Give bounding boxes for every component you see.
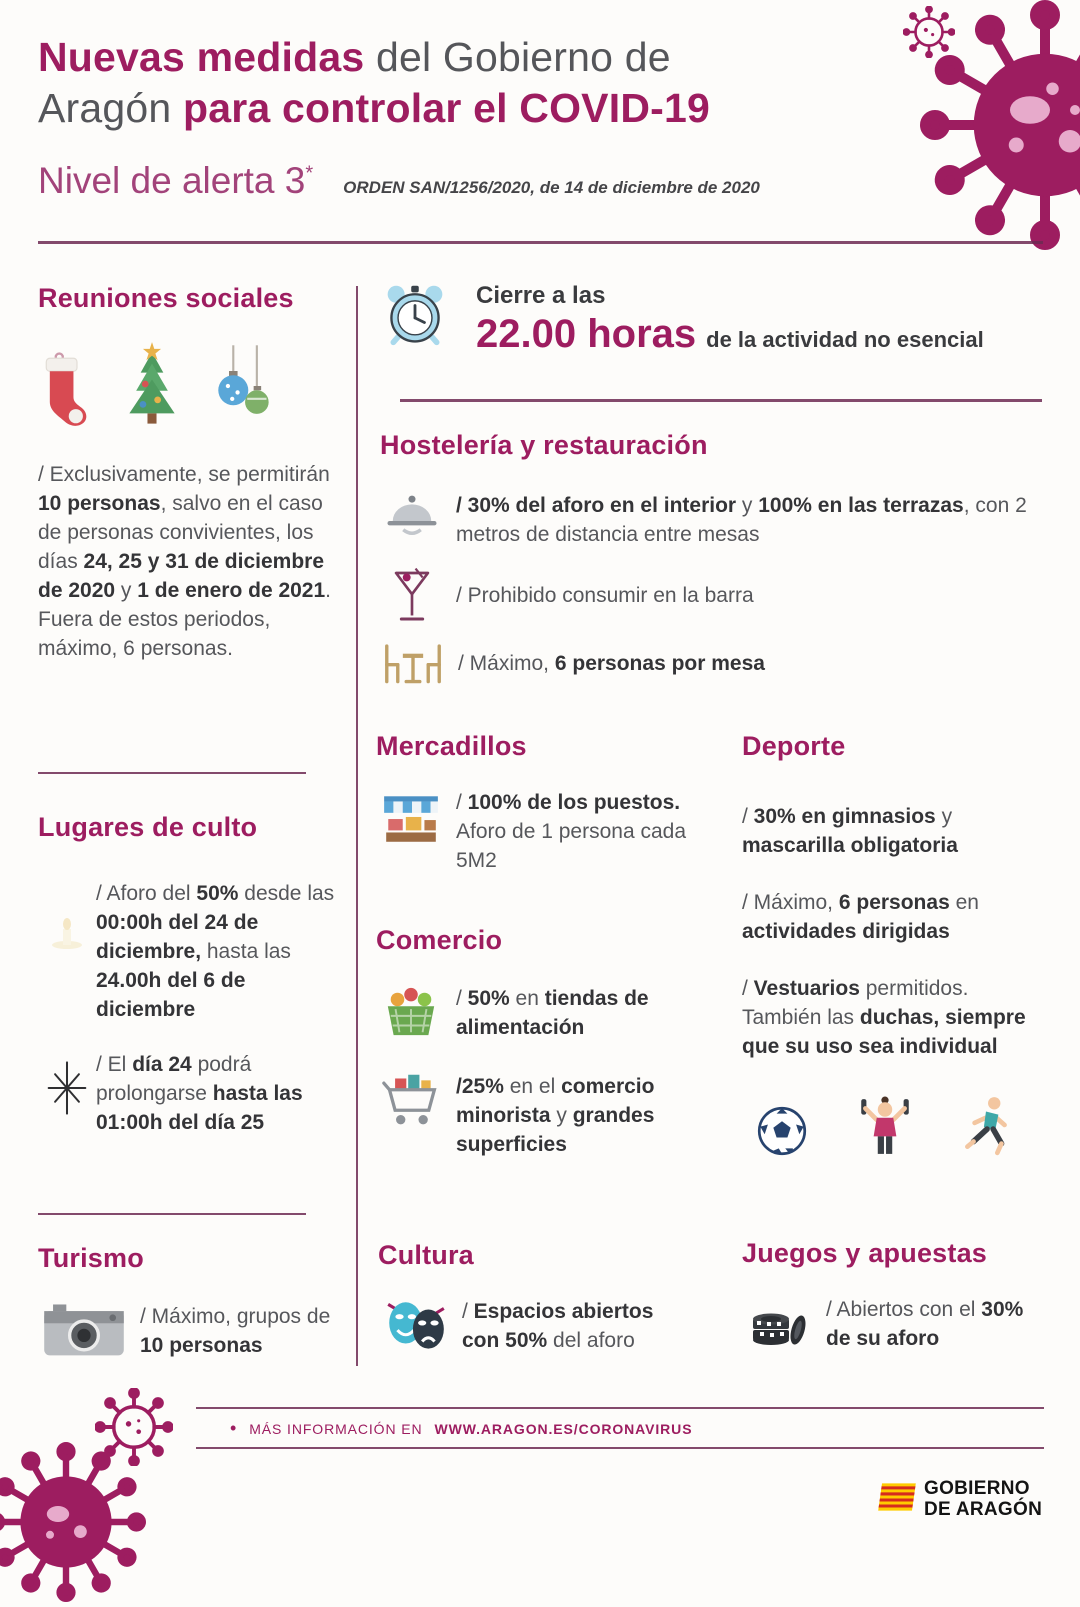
- candle-icon: [38, 879, 96, 953]
- food-basket-icon: [376, 984, 446, 1040]
- footer-bullet: •: [230, 1418, 238, 1438]
- mercadillos-title: Mercadillos: [376, 731, 527, 761]
- hosteleria-item3-text: / Máximo, 6 personas por mesa: [458, 652, 765, 675]
- deporte-item2-text: / Máximo, 6 personas en actividades dirigidas: [742, 891, 979, 943]
- page-title-line2: Aragón para controlar el COVID-19: [38, 84, 710, 131]
- alarm-clock-icon: [382, 282, 448, 353]
- serving-dome-icon: [380, 491, 444, 537]
- closing-suffix: de la actividad no esencial: [706, 327, 984, 352]
- comercio-item1-text: / 50% en tiendas de alimentación: [456, 987, 649, 1039]
- logo-line2: DE ARAGÓN: [924, 1499, 1043, 1521]
- section-turismo: [38, 1243, 348, 1360]
- order-reference: ORDEN SAN/1256/2020, de 14 de diciembre de 2020: [343, 177, 760, 197]
- footer-info: [230, 1418, 692, 1439]
- table-chairs-icon: [380, 641, 446, 685]
- footer-info-prefix: MÁS INFORMACIÓN EN: [249, 1420, 423, 1437]
- hosteleria-title: Hostelería y restauración: [380, 430, 708, 460]
- hosteleria-item2-text: / Prohibido consumir en la barra: [456, 584, 754, 607]
- closing-intro: Cierre a las: [476, 282, 606, 309]
- footer-divider-top: [196, 1407, 1044, 1409]
- cultura-text: / Espacios abiertos con 50% del aforo: [462, 1300, 654, 1352]
- christmas-tree-icon: [120, 341, 184, 432]
- section-reuniones-sociales: [38, 283, 332, 663]
- culto-title: Lugares de culto: [38, 812, 258, 842]
- juegos-text: / Abiertos con el 30% de su aforo: [826, 1298, 1024, 1350]
- deporte-title: Deporte: [742, 731, 846, 761]
- vertical-divider: [356, 286, 358, 1366]
- closing-time: 22.00 horas: [476, 312, 697, 356]
- gobierno-aragon-logo: [880, 1478, 1042, 1521]
- section-juegos-apuestas: [742, 1238, 1045, 1353]
- weightlifter-icon: [860, 1095, 910, 1162]
- reuniones-text: / Exclusivamente, se permitirán 10 personas, salvo en el caso de personas convivientes, los días 24, 25 y 31 de diciembre de 2020 y 1 de enero de 2021. Fuera de estos periodos, máximo, 6 personas.: [38, 463, 332, 660]
- deporte-item1-text: / 30% en gimnasios y mascarilla obligatoria: [742, 805, 958, 857]
- hosteleria-item1-text: / 30% del aforo en el interior y 100% en las terrazas, con 2 metros de distancia entre mesas: [456, 494, 1027, 546]
- section-cultura: [378, 1240, 690, 1355]
- left-divider-2: [38, 1213, 306, 1215]
- header-divider: [38, 241, 1043, 244]
- section-deporte: [742, 731, 1045, 1162]
- footer-divider-bottom: [196, 1447, 1044, 1449]
- section-lugares-de-culto: [38, 812, 338, 1137]
- juegos-title: Juegos y apuestas: [742, 1238, 988, 1268]
- section-comercio: [376, 925, 688, 1159]
- shopping-cart-icon: [376, 1072, 446, 1128]
- logo-text: [924, 1478, 1042, 1521]
- left-divider-1: [38, 772, 306, 774]
- alert-note-mark: *: [305, 162, 314, 185]
- poker-chips-icon: [742, 1298, 814, 1350]
- turismo-text: / Máximo, grupos de 10 personas: [140, 1305, 331, 1357]
- cultura-title: Cultura: [378, 1240, 474, 1270]
- comercio-item2-text: /25% en el comercio minorista y grandes superficies: [456, 1075, 655, 1156]
- footer-info-url: WWW.ARAGON.ES/CORONAVIRUS: [434, 1420, 693, 1437]
- section-closing-time: [382, 282, 1044, 357]
- mercadillos-text: / 100% de los puestos. Aforo de 1 persona cada 5M2: [456, 791, 686, 872]
- section-mercadillos: [376, 731, 688, 875]
- runner-icon: [962, 1095, 1012, 1162]
- reuniones-title: Reuniones sociales: [38, 283, 294, 313]
- closing-divider: [400, 399, 1042, 402]
- logo-line1: GOBIERNO: [924, 1478, 1030, 1499]
- virus-solid-large-icon: [920, 0, 1080, 250]
- comercio-title: Comercio: [376, 925, 503, 955]
- aragon-flag-icon: [880, 1483, 914, 1516]
- culto-item2-text: / El día 24 podrá prolongarse hasta las 01:00h del día 25: [96, 1053, 303, 1134]
- christmas-stocking-icon: [38, 351, 90, 432]
- alert-level: Nivel de alerta 3*: [38, 159, 314, 201]
- soccer-ball-icon: [756, 1105, 808, 1162]
- cocktail-icon: [380, 567, 444, 625]
- page-title-line1: Nuevas medidas del Gobierno de: [38, 34, 671, 80]
- virus-solid-bottom-icon: [0, 1442, 146, 1602]
- camera-icon: [38, 1302, 130, 1360]
- market-stall-icon: [376, 788, 446, 848]
- christmas-baubles-icon: [214, 345, 274, 432]
- star-sparkle-icon: [38, 1050, 96, 1116]
- theater-masks-icon: [378, 1298, 454, 1354]
- culto-item1-text: / Aforo del 50% desde las 00:00h del 24 de diciembre, hasta las 24.00h del 6 de diciembre: [96, 882, 335, 1021]
- header: [38, 32, 868, 202]
- deporte-item3-text: / Vestuarios permitidos. También las duchas, siempre que su uso sea individual: [742, 977, 1026, 1058]
- turismo-title: Turismo: [38, 1243, 144, 1273]
- section-hosteleria: [380, 430, 1045, 685]
